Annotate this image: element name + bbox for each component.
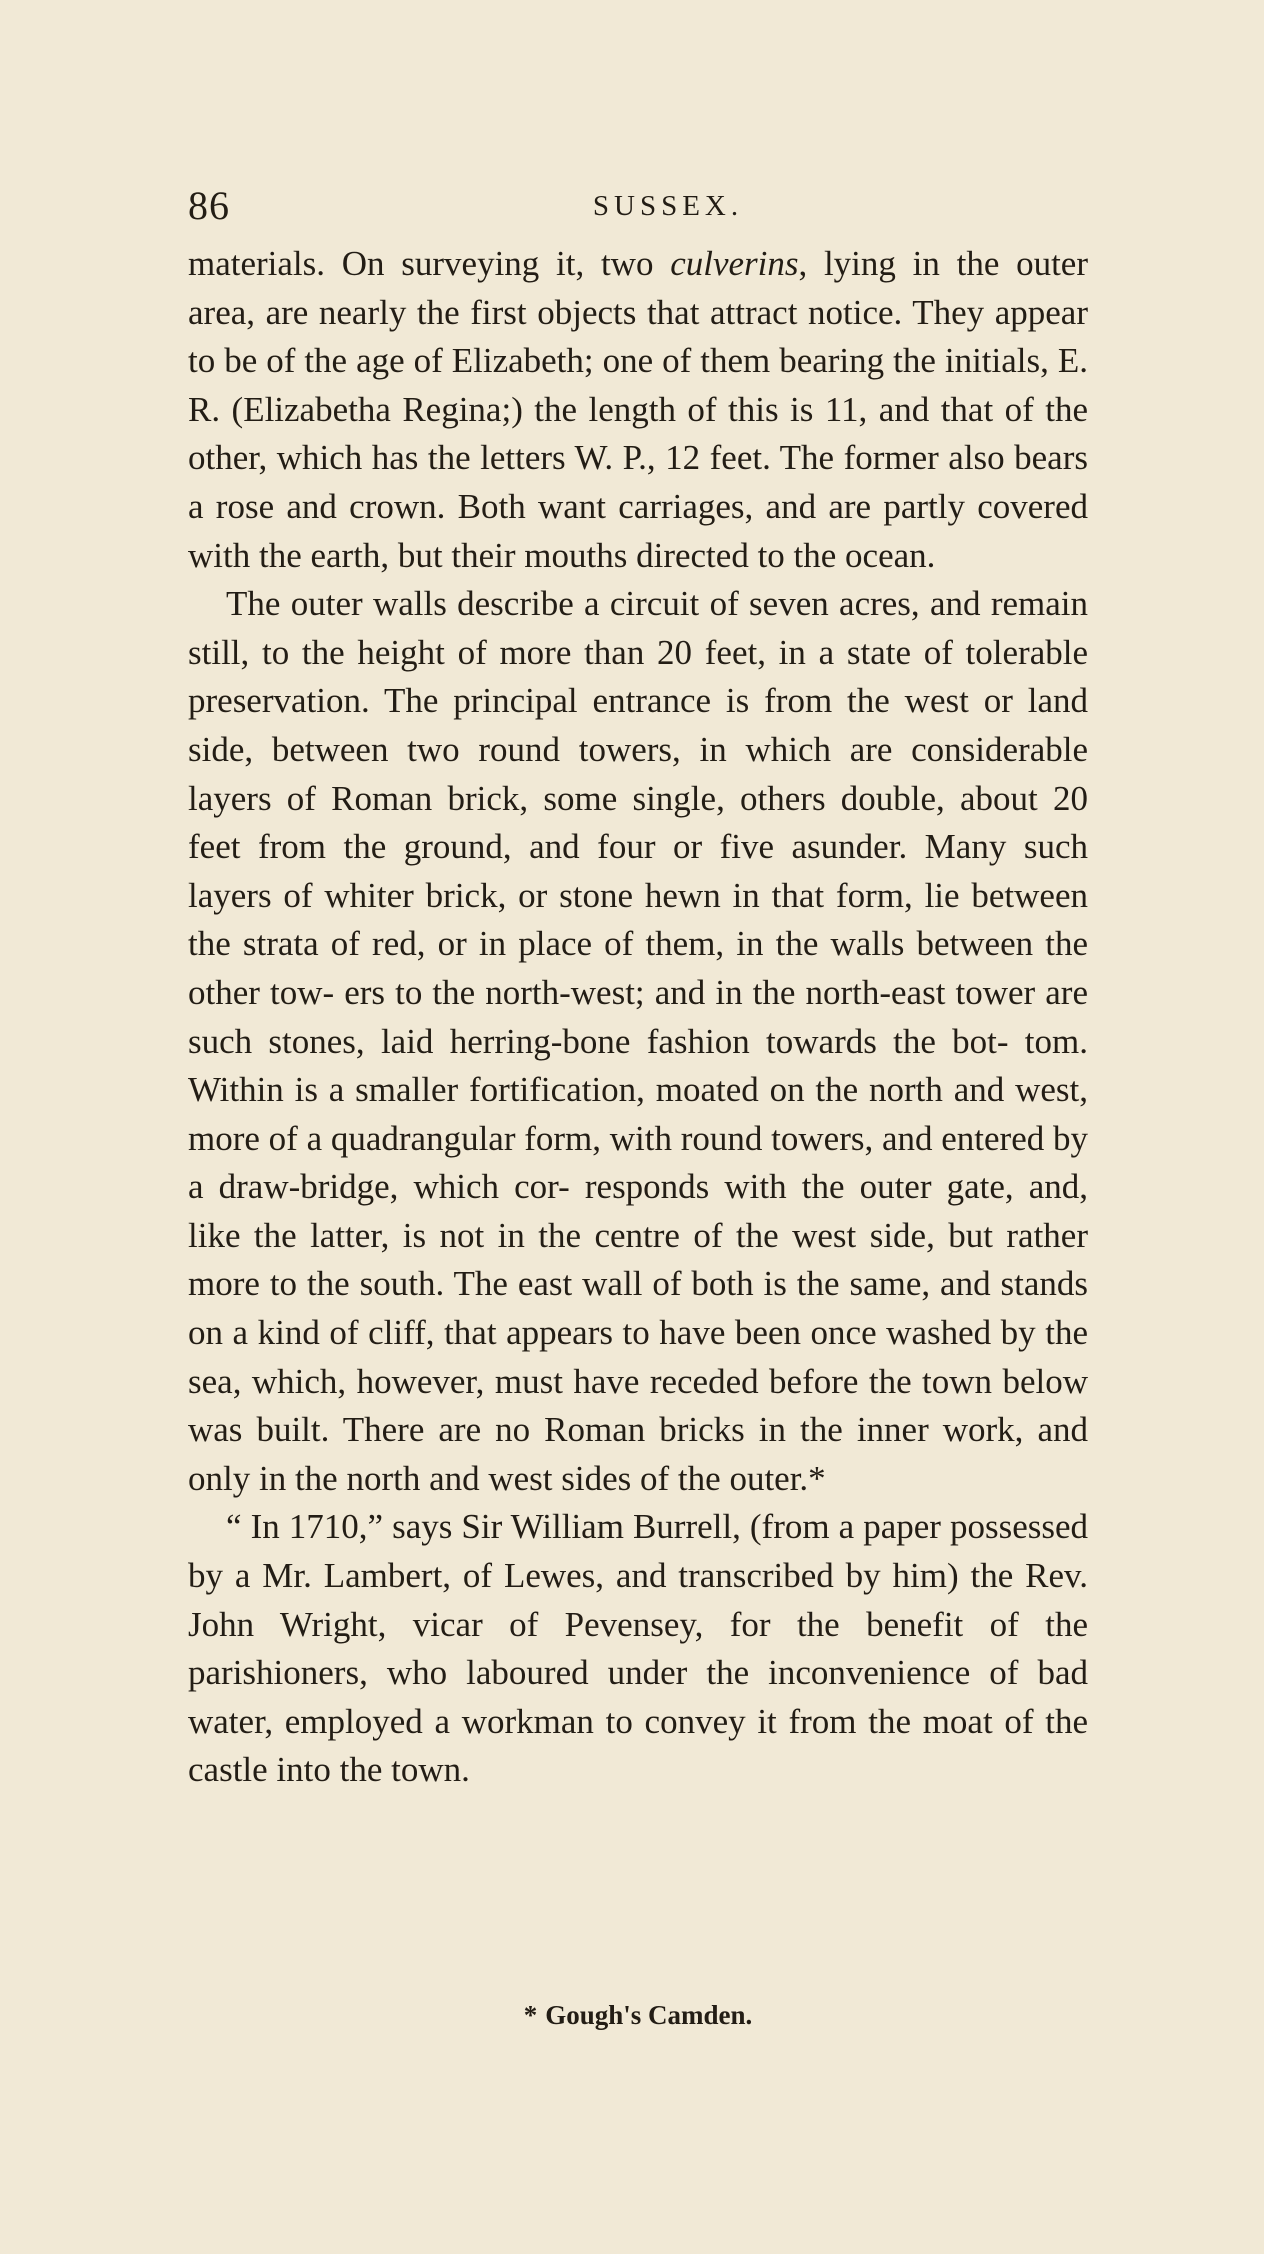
- paragraph-text: “ In 1710,” says Sir William Burrell, (from a paper possessed by a Mr. Lambert, of Lewes, and transcribed by him) the Rev. John Wright, vicar of Pevensey, for the benefit of the parishioners, who laboured under the inconvenience of bad water, employed a workman to convey it from the moat of the castle into the town.: [188, 1507, 1088, 1790]
- italic-text: culverins: [670, 244, 799, 283]
- page-header: [188, 180, 1088, 232]
- paragraph: [188, 240, 1088, 580]
- running-head: SUSSEX.: [592, 190, 744, 222]
- footnote: [188, 1996, 1088, 2034]
- paragraph-text: materials. On surveying it, two: [188, 244, 671, 283]
- paragraph-text: , lying in the outer area, are nearly the first objects that attract notice. They appear to be of the age of Elizabeth; one of them bearing the initials, E. R. (Elizabetha Regina;) the length of this is 11, and that of the other, which has the letters W. P., 12 feet. The former also bears a rose and crown. Both want carriages, and are partly covered with the earth, but their mouths directed to the ocean.: [188, 244, 1088, 575]
- body-text: [188, 240, 1088, 1795]
- footnote-text: Gough's Camden.: [545, 2000, 753, 2030]
- paragraph: [188, 580, 1088, 1503]
- page-number: 86: [188, 183, 230, 228]
- paragraph: [188, 1503, 1088, 1795]
- footnote-marker: *: [523, 2000, 538, 2030]
- paragraph-text: The outer walls describe a circuit of seven acres, and remain still, to the height of more than 20 feet, in a state of tolerable preservation. The principal entrance is from the west or land side, between two round towers, in which are considerable layers of Roman brick, some single, others double, about 20 feet from the ground, and four or five asunder. Many such layers of whiter brick, or stone hewn in that form, lie between the strata of red, or in place of them, in the walls between the other tow- ers to the north-west; and in the north-east tower are such stones, laid herring-bone fashion towards the bot- tom. Within is a smaller fortification, moated on the north and west, more of a quadrangular form, with round towers, and entered by a draw-bridge, which cor- responds with the outer gate, and, like the latter, is not in the centre of the west side, but rather more to the south. The east wall of both is the same, and stands on a kind of cliff, that appears to have been once washed by the sea, which, however, must have receded before the town below was built. There are no Roman bricks in the inner work, and only in the north and west sides of the outer.*: [188, 584, 1088, 1498]
